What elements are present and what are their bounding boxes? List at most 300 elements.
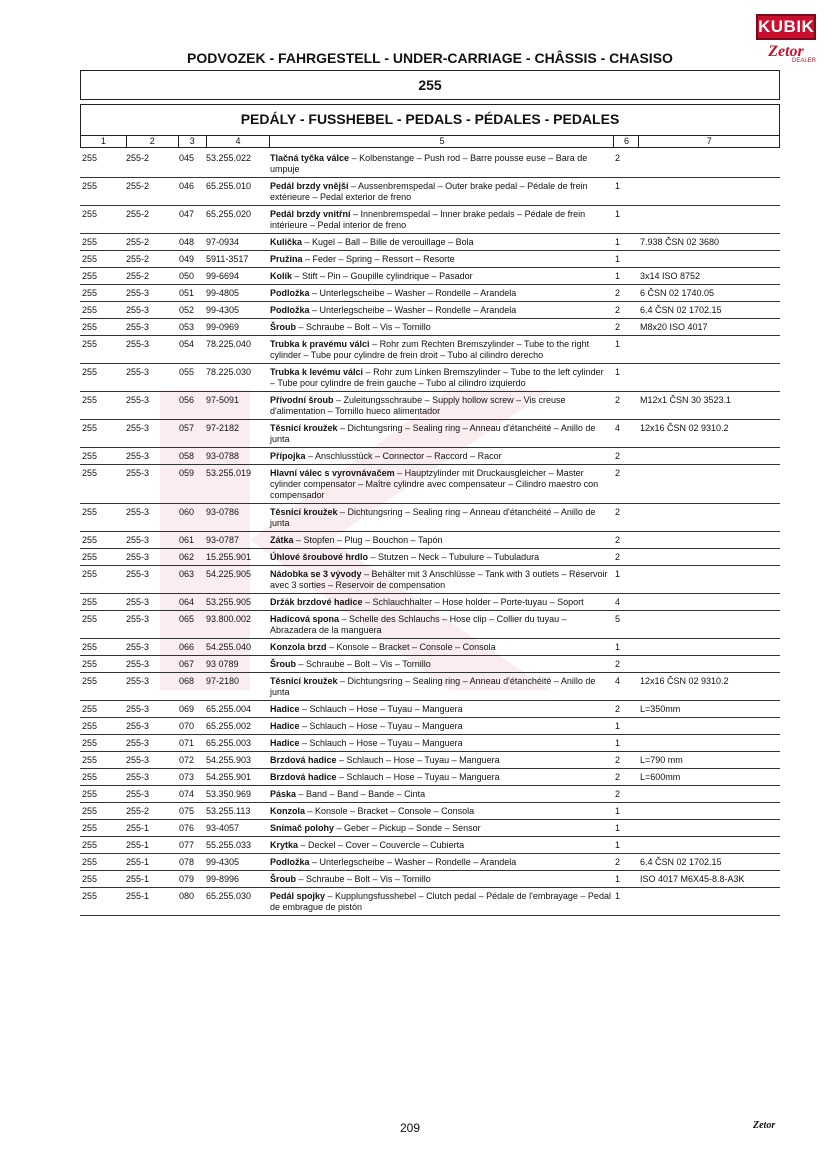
description-translations: – Schraube – Bolt – Vis – Tornillo bbox=[296, 322, 431, 332]
group-cell: 255 bbox=[82, 181, 98, 191]
table-row bbox=[80, 251, 780, 268]
description-translations: – Dichtungsring – Sealing ring – Anneau d'étanchéité – Anillo de junta bbox=[270, 507, 596, 528]
group-cell: 255 bbox=[82, 704, 98, 714]
description-cell bbox=[270, 854, 615, 870]
table-row bbox=[80, 701, 780, 718]
part-number-cell: 65.255.002 bbox=[206, 721, 252, 731]
subgroup-cell: 255-3 bbox=[126, 659, 150, 669]
part-number-cell: 99-4305 bbox=[206, 857, 240, 867]
group-cell: 255 bbox=[82, 738, 98, 748]
subgroup-cell: 255-1 bbox=[126, 891, 150, 901]
part-number-cell: 54.255.901 bbox=[206, 772, 252, 782]
group-cell: 255 bbox=[82, 891, 98, 901]
position-cell: 049 bbox=[178, 254, 194, 264]
description-translations: – Feder – Spring – Ressort – Resorte bbox=[302, 254, 455, 264]
quantity-cell: 2 bbox=[615, 789, 621, 799]
description-primary: Úhlové šroubové hrdlo bbox=[270, 552, 369, 562]
description-translations: – Kugel – Ball – Bille de verouillage – Bola bbox=[302, 237, 474, 247]
description-cell bbox=[270, 786, 615, 802]
description-cell bbox=[270, 251, 615, 267]
group-cell: 255 bbox=[82, 597, 98, 607]
quantity-cell: 2 bbox=[615, 507, 621, 517]
subgroup-cell: 255-3 bbox=[126, 552, 150, 562]
description-primary: Držák brzdové hadice bbox=[270, 597, 363, 607]
part-number-cell: 99-8996 bbox=[206, 874, 240, 884]
description-translations: – Innenbremspedal – Inner brake pedals – Pédale de frein intérieure – Pedal interior de freno bbox=[270, 209, 586, 230]
description-primary: Pružina bbox=[270, 254, 303, 264]
subgroup-cell: 255-3 bbox=[126, 789, 150, 799]
description-primary: Přívodní šroub bbox=[270, 395, 334, 405]
table-row bbox=[80, 420, 780, 448]
section-title: PEDÁLY - FUSSHEBEL - PEDALS - PÉDALES - PEDALES bbox=[80, 104, 780, 136]
position-cell: 079 bbox=[178, 874, 194, 884]
position-cell: 061 bbox=[178, 535, 194, 545]
position-cell: 068 bbox=[178, 676, 194, 686]
quantity-cell: 1 bbox=[615, 806, 621, 816]
description-translations: – Unterlegscheibe – Washer – Rondelle – Arandela bbox=[309, 288, 517, 298]
group-cell: 255 bbox=[82, 874, 98, 884]
description-translations: – Stift – Pin – Goupille cylindrique – Pasador bbox=[292, 271, 473, 281]
position-cell: 066 bbox=[178, 642, 194, 652]
subgroup-cell: 255-3 bbox=[126, 322, 150, 332]
position-cell: 059 bbox=[178, 468, 194, 478]
column-header bbox=[80, 135, 780, 148]
group-cell: 255 bbox=[82, 423, 98, 433]
note-cell bbox=[640, 594, 780, 610]
position-cell: 074 bbox=[178, 789, 194, 799]
table-row bbox=[80, 319, 780, 336]
description-primary: Šroub bbox=[270, 322, 296, 332]
group-cell: 255 bbox=[82, 367, 98, 377]
part-number-cell: 97-2182 bbox=[206, 423, 240, 433]
subgroup-cell: 255-1 bbox=[126, 840, 150, 850]
description-translations: – Schraube – Bolt – Vis – Tornillo bbox=[296, 874, 431, 884]
group-number: 255 bbox=[80, 70, 780, 100]
part-number-cell: 65.255.020 bbox=[206, 209, 252, 219]
table-row bbox=[80, 566, 780, 594]
table-row bbox=[80, 752, 780, 769]
table-row bbox=[80, 656, 780, 673]
description-primary: Snímač polohy bbox=[270, 823, 335, 833]
subgroup-cell: 255-3 bbox=[126, 569, 150, 579]
column-header-6: 6 bbox=[614, 136, 639, 147]
part-number-cell: 99-4805 bbox=[206, 288, 240, 298]
table-row bbox=[80, 206, 780, 234]
description-translations: – Schelle des Schlauchs – Hose clip – Collier du tuyau – Abrazadera de la manguera bbox=[270, 614, 567, 635]
note-cell: 7.938 ČSN 02 3680 bbox=[640, 237, 720, 247]
column-header-5: 5 bbox=[270, 136, 614, 147]
note-cell: L=790 mm bbox=[640, 755, 683, 765]
part-number-cell: 53.255.113 bbox=[206, 806, 251, 816]
position-cell: 078 bbox=[178, 857, 194, 867]
description-primary: Podložka bbox=[270, 857, 310, 867]
description-primary: Tlačná tyčka válce bbox=[270, 153, 350, 163]
quantity-cell: 2 bbox=[615, 535, 621, 545]
note-cell: 3x14 ISO 8752 bbox=[640, 271, 701, 281]
note-cell bbox=[640, 251, 780, 267]
description-translations: – Unterlegscheibe – Washer – Rondelle – Arandela bbox=[309, 857, 517, 867]
quantity-cell: 1 bbox=[615, 367, 621, 377]
group-cell: 255 bbox=[82, 772, 98, 782]
subgroup-cell: 255-1 bbox=[126, 823, 150, 833]
subgroup-cell: 255-3 bbox=[126, 614, 150, 624]
part-number-cell: 65.255.004 bbox=[206, 704, 252, 714]
subgroup-cell: 255-3 bbox=[126, 597, 150, 607]
position-cell: 069 bbox=[178, 704, 194, 714]
quantity-cell: 2 bbox=[615, 468, 621, 478]
table-row bbox=[80, 465, 780, 504]
quantity-cell: 1 bbox=[615, 840, 621, 850]
group-cell: 255 bbox=[82, 840, 98, 850]
description-primary: Páska bbox=[270, 789, 297, 799]
note-cell: 6.4 ČSN 02 1702.15 bbox=[640, 305, 722, 315]
column-header-4: 4 bbox=[207, 136, 271, 147]
description-primary: Krytka bbox=[270, 840, 299, 850]
description-cell bbox=[270, 639, 615, 655]
description-primary: Trubka k pravému válci bbox=[270, 339, 370, 349]
table-row bbox=[80, 673, 780, 701]
part-number-cell: 54.225.905 bbox=[206, 569, 252, 579]
note-cell bbox=[640, 178, 780, 205]
quantity-cell: 1 bbox=[615, 823, 621, 833]
description-primary: Nádobka se 3 vývody bbox=[270, 569, 362, 579]
description-primary: Hadice bbox=[270, 721, 300, 731]
subgroup-cell: 255-3 bbox=[126, 507, 150, 517]
description-translations: – Konsole – Bracket – Console – Consola bbox=[326, 642, 496, 652]
part-number-cell: 55.255.033 bbox=[206, 840, 252, 850]
description-cell bbox=[270, 735, 615, 751]
note-cell bbox=[640, 504, 780, 531]
position-cell: 075 bbox=[178, 806, 194, 816]
quantity-cell: 2 bbox=[615, 659, 621, 669]
description-cell bbox=[270, 803, 615, 819]
quantity-cell: 1 bbox=[615, 891, 621, 901]
description-cell bbox=[270, 701, 615, 717]
note-cell bbox=[640, 150, 780, 177]
description-primary: Šroub bbox=[270, 874, 296, 884]
subgroup-cell: 255-3 bbox=[126, 423, 150, 433]
footer-zetor-logo: Zetor bbox=[753, 1120, 776, 1131]
group-cell: 255 bbox=[82, 789, 98, 799]
subgroup-cell: 255-3 bbox=[126, 535, 150, 545]
note-cell bbox=[640, 465, 780, 503]
group-cell: 255 bbox=[82, 857, 98, 867]
quantity-cell: 1 bbox=[615, 721, 621, 731]
position-cell: 053 bbox=[178, 322, 194, 332]
table-row bbox=[80, 504, 780, 532]
part-number-cell: 78.225.040 bbox=[206, 339, 252, 349]
description-primary: Hadice bbox=[270, 738, 300, 748]
description-cell bbox=[270, 566, 615, 593]
note-cell bbox=[640, 718, 780, 734]
table-row bbox=[80, 769, 780, 786]
table-row bbox=[80, 594, 780, 611]
description-translations: – Deckel – Cover – Couvercle – Cubierta bbox=[298, 840, 465, 850]
quantity-cell: 1 bbox=[615, 339, 621, 349]
group-cell: 255 bbox=[82, 237, 98, 247]
description-translations: – Aussenbremspedal – Outer brake pedal – Pédale de frein extérieure – Pedal exterior de freno bbox=[270, 181, 588, 202]
part-number-cell: 65.255.010 bbox=[206, 181, 252, 191]
note-cell: 12x16 ČSN 02 9310.2 bbox=[640, 676, 729, 686]
group-cell: 255 bbox=[82, 535, 98, 545]
table-row bbox=[80, 150, 780, 178]
description-primary: Hadice bbox=[270, 704, 300, 714]
group-cell: 255 bbox=[82, 569, 98, 579]
description-translations: – Hauptzylinder mit Druckausgleicher – Master cylinder compensator – Maître cylindre avec compensateur – Cilindro maestro con compensador bbox=[270, 468, 599, 500]
subgroup-cell: 255-2 bbox=[126, 254, 150, 264]
subgroup-cell: 255-2 bbox=[126, 271, 150, 281]
zetor-logo: Zetor bbox=[768, 43, 804, 60]
subgroup-cell: 255-3 bbox=[126, 642, 150, 652]
table-row bbox=[80, 837, 780, 854]
description-translations: – Schlauch – Hose – Tuyau – Manguera bbox=[299, 738, 463, 748]
dealer-label: DEALER bbox=[791, 58, 816, 64]
part-number-cell: 53.350.969 bbox=[206, 789, 252, 799]
subgroup-cell: 255-1 bbox=[126, 857, 150, 867]
description-cell bbox=[270, 206, 615, 233]
part-number-cell: 93-0787 bbox=[206, 535, 240, 545]
description-cell bbox=[270, 656, 615, 672]
description-cell bbox=[270, 364, 615, 391]
position-cell: 077 bbox=[178, 840, 194, 850]
table-row bbox=[80, 234, 780, 251]
description-cell bbox=[270, 594, 615, 610]
subgroup-cell: 255-3 bbox=[126, 468, 150, 478]
subgroup-cell: 255-3 bbox=[126, 305, 150, 315]
position-cell: 080 bbox=[178, 891, 194, 901]
table-row bbox=[80, 803, 780, 820]
description-cell bbox=[270, 837, 615, 853]
note-cell: 6.4 ČSN 02 1702.15 bbox=[640, 857, 722, 867]
description-primary: Kulička bbox=[270, 237, 303, 247]
description-translations: – Stopfen – Plug – Bouchon – Tapón bbox=[293, 535, 443, 545]
table-row bbox=[80, 820, 780, 837]
position-cell: 052 bbox=[178, 305, 194, 315]
note-cell bbox=[640, 837, 780, 853]
position-cell: 050 bbox=[178, 271, 194, 281]
table-row bbox=[80, 302, 780, 319]
part-number-cell: 53.255.022 bbox=[206, 153, 252, 163]
position-cell: 072 bbox=[178, 755, 194, 765]
description-translations: – Unterlegscheibe – Washer – Rondelle – Arandela bbox=[309, 305, 517, 315]
description-translations: – Schlauch – Hose – Tuyau – Manguera bbox=[336, 755, 500, 765]
quantity-cell: 1 bbox=[615, 874, 621, 884]
note-cell: ISO 4017 M6X45-8.8-A3K bbox=[640, 874, 745, 884]
description-cell bbox=[270, 319, 615, 335]
note-cell: M12x1 ČSN 30 3523.1 bbox=[640, 395, 732, 405]
position-cell: 051 bbox=[178, 288, 194, 298]
note-cell: 6 ČSN 02 1740.05 bbox=[640, 288, 715, 298]
note-cell: L=350mm bbox=[640, 704, 681, 714]
table-row bbox=[80, 735, 780, 752]
group-cell: 255 bbox=[82, 659, 98, 669]
table-row bbox=[80, 285, 780, 302]
position-cell: 076 bbox=[178, 823, 194, 833]
position-cell: 055 bbox=[178, 367, 194, 377]
position-cell: 048 bbox=[178, 237, 194, 247]
description-primary: Kolík bbox=[270, 271, 293, 281]
part-number-cell: 99-6694 bbox=[206, 271, 240, 281]
description-translations: – Schlauch – Hose – Tuyau – Manguera bbox=[336, 772, 500, 782]
subgroup-cell: 255-3 bbox=[126, 395, 150, 405]
description-cell bbox=[270, 718, 615, 734]
quantity-cell: 4 bbox=[615, 597, 621, 607]
position-cell: 063 bbox=[178, 569, 194, 579]
quantity-cell: 1 bbox=[615, 738, 621, 748]
page-title: PODVOZEK - FAHRGESTELL - UNDER-CARRIAGE - CHÂSSIS - CHASISO bbox=[187, 50, 673, 66]
position-cell: 065 bbox=[178, 614, 194, 624]
quantity-cell: 1 bbox=[615, 254, 621, 264]
part-number-cell: 65.255.003 bbox=[206, 738, 252, 748]
part-number-cell: 53.255.905 bbox=[206, 597, 252, 607]
column-header-2: 2 bbox=[127, 136, 179, 147]
group-cell: 255 bbox=[82, 153, 98, 163]
description-cell bbox=[270, 448, 615, 464]
description-cell bbox=[270, 820, 615, 836]
description-translations: – Dichtungsring – Sealing ring – Anneau d'étanchéité – Anillo de junta bbox=[270, 676, 596, 697]
description-primary: Těsnicí kroužek bbox=[270, 507, 338, 517]
position-cell: 047 bbox=[178, 209, 194, 219]
group-cell: 255 bbox=[82, 288, 98, 298]
description-cell bbox=[270, 769, 615, 785]
quantity-cell: 2 bbox=[615, 755, 621, 765]
part-number-cell: 99-0969 bbox=[206, 322, 240, 332]
quantity-cell: 1 bbox=[615, 569, 621, 579]
description-translations: – Konsole – Bracket – Console – Consola bbox=[305, 806, 475, 816]
subgroup-cell: 255-1 bbox=[126, 874, 150, 884]
description-cell bbox=[270, 549, 615, 565]
table-row bbox=[80, 268, 780, 285]
column-header-3: 3 bbox=[179, 136, 207, 147]
position-cell: 073 bbox=[178, 772, 194, 782]
description-cell bbox=[270, 752, 615, 768]
quantity-cell: 1 bbox=[615, 237, 621, 247]
note-cell bbox=[640, 336, 780, 363]
group-cell: 255 bbox=[82, 209, 98, 219]
description-translations: – Anschlusstück – Connector – Raccord – Racor bbox=[305, 451, 502, 461]
quantity-cell: 1 bbox=[615, 271, 621, 281]
group-cell: 255 bbox=[82, 271, 98, 281]
description-cell bbox=[270, 336, 615, 363]
description-primary: Brzdová hadice bbox=[270, 772, 337, 782]
note-cell bbox=[640, 656, 780, 672]
quantity-cell: 2 bbox=[615, 322, 621, 332]
group-cell: 255 bbox=[82, 676, 98, 686]
note-cell bbox=[640, 803, 780, 819]
description-translations: – Schraube – Bolt – Vis – Tornillo bbox=[296, 659, 431, 669]
group-cell: 255 bbox=[82, 468, 98, 478]
subgroup-cell: 255-3 bbox=[126, 704, 150, 714]
group-cell: 255 bbox=[82, 322, 98, 332]
quantity-cell: 2 bbox=[615, 857, 621, 867]
description-translations: – Schlauch – Hose – Tuyau – Manguera bbox=[299, 721, 463, 731]
description-translations: – Behälter mit 3 Anschlüsse – Tank with 3 outlets – Réservoir avec 3 sorties – Reservoir de compensation bbox=[270, 569, 608, 590]
description-primary: Hlavní válec s vyrovnávačem bbox=[270, 468, 395, 478]
note-cell bbox=[640, 639, 780, 655]
note-cell bbox=[640, 532, 780, 548]
position-cell: 064 bbox=[178, 597, 194, 607]
position-cell: 045 bbox=[178, 153, 194, 163]
subgroup-cell: 255-2 bbox=[126, 181, 150, 191]
description-primary: Hadicová spona bbox=[270, 614, 340, 624]
subgroup-cell: 255-3 bbox=[126, 676, 150, 686]
quantity-cell: 2 bbox=[615, 772, 621, 782]
subgroup-cell: 255-2 bbox=[126, 806, 150, 816]
part-number-cell: 93-4057 bbox=[206, 823, 240, 833]
table-row bbox=[80, 786, 780, 803]
quantity-cell: 1 bbox=[615, 209, 621, 219]
quantity-cell: 2 bbox=[615, 552, 621, 562]
description-translations: – Geber – Pickup – Sonde – Sensor bbox=[334, 823, 481, 833]
description-primary: Pedál spojky bbox=[270, 891, 326, 901]
description-primary: Zátka bbox=[270, 535, 294, 545]
quantity-cell: 2 bbox=[615, 305, 621, 315]
description-translations: – Stutzen – Neck – Tubulure – Tubuladura bbox=[368, 552, 540, 562]
position-cell: 067 bbox=[178, 659, 194, 669]
quantity-cell: 4 bbox=[615, 676, 621, 686]
quantity-cell: 2 bbox=[615, 395, 621, 405]
description-translations: – Rohr zum Rechten Bremszylinder – Tube to the right cylinder – Tube pour cylindre de frein droit – Tubo al cilindro derecho bbox=[270, 339, 590, 360]
description-translations: – Band – Band – Bande – Cinta bbox=[296, 789, 426, 799]
table-row bbox=[80, 532, 780, 549]
note-cell bbox=[640, 549, 780, 565]
description-translations: – Schlauchhalter – Hose holder – Porte-tuyau – Soport bbox=[362, 597, 584, 607]
subgroup-cell: 255-3 bbox=[126, 772, 150, 782]
group-cell: 255 bbox=[82, 305, 98, 315]
description-primary: Brzdová hadice bbox=[270, 755, 337, 765]
part-number-cell: 15.255.901 bbox=[206, 552, 252, 562]
description-primary: Podložka bbox=[270, 305, 310, 315]
description-cell bbox=[270, 392, 615, 419]
quantity-cell: 2 bbox=[615, 153, 621, 163]
quantity-cell: 2 bbox=[615, 288, 621, 298]
part-number-cell: 97-2180 bbox=[206, 676, 240, 686]
column-header-7: 7 bbox=[706, 136, 712, 146]
quantity-cell: 5 bbox=[615, 614, 621, 624]
position-cell: 062 bbox=[178, 552, 194, 562]
subgroup-cell: 255-3 bbox=[126, 721, 150, 731]
description-translations: – Schlauch – Hose – Tuyau – Manguera bbox=[299, 704, 463, 714]
table-row bbox=[80, 549, 780, 566]
group-cell: 255 bbox=[82, 755, 98, 765]
position-cell: 046 bbox=[178, 181, 194, 191]
description-translations: – Rohr zum Linken Bremszylinder – Tube to the left cylinder – Tube pour cylindre de frein gauche – Tubo al cilindro izquierdo bbox=[270, 367, 604, 388]
group-cell: 255 bbox=[82, 721, 98, 731]
subgroup-cell: 255-2 bbox=[126, 237, 150, 247]
position-cell: 056 bbox=[178, 395, 194, 405]
note-cell: 12x16 ČSN 02 9310.2 bbox=[640, 423, 729, 433]
description-cell bbox=[270, 611, 615, 638]
part-number-cell: 97-5091 bbox=[206, 395, 240, 405]
subgroup-cell: 255-2 bbox=[126, 209, 150, 219]
table-row bbox=[80, 639, 780, 656]
position-cell: 057 bbox=[178, 423, 194, 433]
description-primary: Pedál brzdy vnější bbox=[270, 181, 349, 191]
part-number-cell: 78.225.030 bbox=[206, 367, 252, 377]
table-row bbox=[80, 392, 780, 420]
description-cell bbox=[270, 285, 615, 301]
note-cell bbox=[640, 364, 780, 391]
subgroup-cell: 255-3 bbox=[126, 738, 150, 748]
description-primary: Šroub bbox=[270, 659, 296, 669]
description-primary: Konzola bbox=[270, 806, 305, 816]
part-number-cell: 97-0934 bbox=[206, 237, 240, 247]
position-cell: 058 bbox=[178, 451, 194, 461]
description-translations: – Kupplungsfusshebel – Clutch pedal – Pédale de l'embrayage – Pedal de embrague de pistón bbox=[270, 891, 611, 912]
description-translations: – Kolbenstange – Push rod – Barre pousse euse – Bara de umpuje bbox=[270, 153, 588, 174]
group-cell: 255 bbox=[82, 451, 98, 461]
description-primary: Těsnicí kroužek bbox=[270, 676, 338, 686]
